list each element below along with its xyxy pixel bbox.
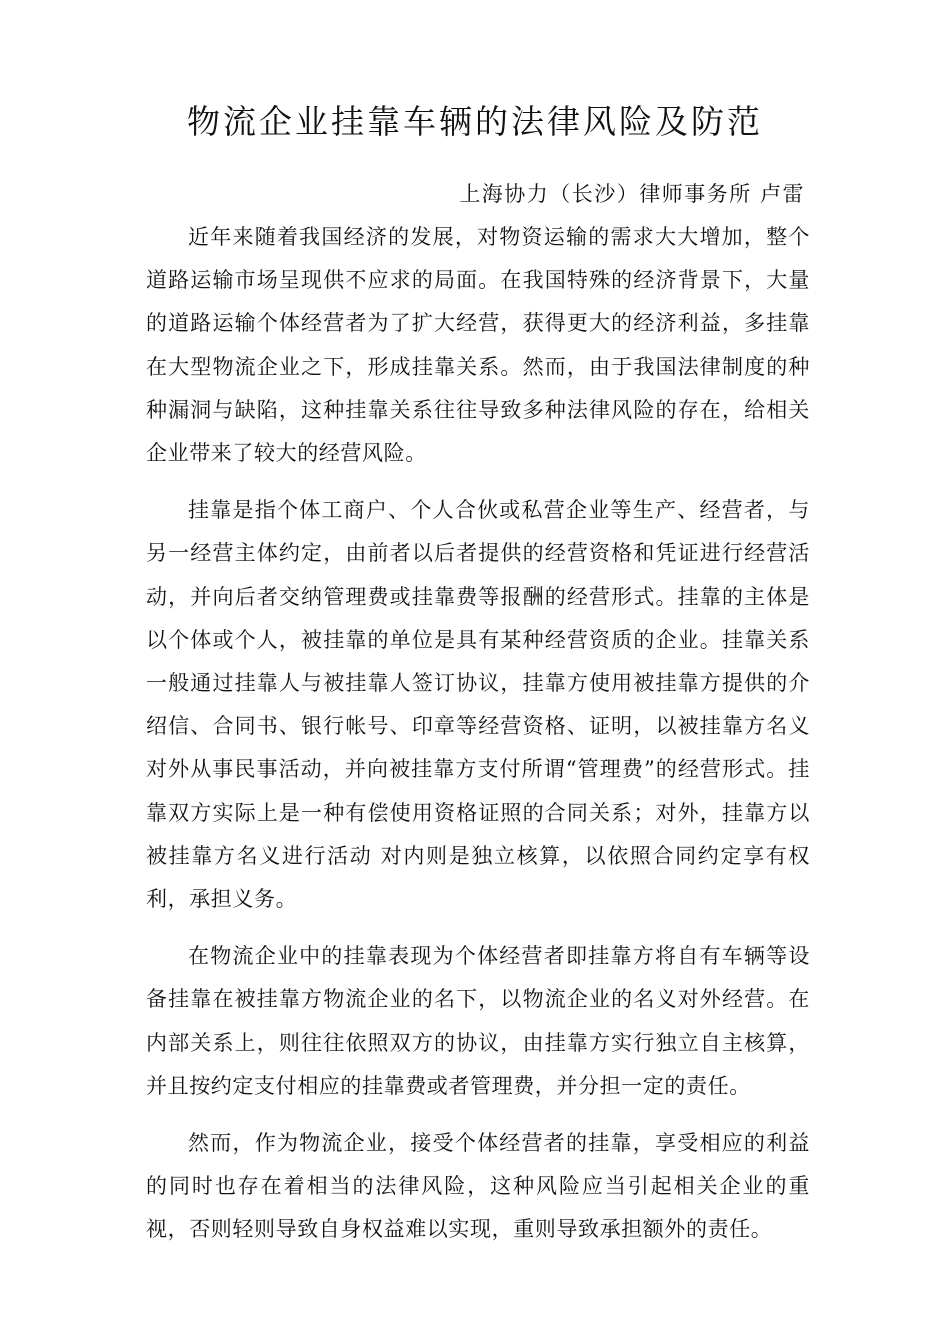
paragraph-1: 近年来随着我国经济的发展，对物资运输的需求大大增加，整个道路运输市场呈现供不应求的局面。在我国特殊的经济背景下，大量的道路运输个体经营者为了扩大经营，获得更大的经济利益，多挂靠在大型物流企业之下，形成挂靠关系。然而，由于我国法律制度的种种漏洞与缺陷，这种挂靠关系往往导致多种法律风险的存在，给相关企业带来了较大的经营风险。 [146, 225, 810, 466]
paragraph-4: 然而，作为物流企业，接受个体经营者的挂靠，享受相应的利益的同时也存在着相当的法律风险，这种风险应当引起相关企业的重视，否则轻则导致自身权益难以实现，重则导致承担额外的责任。 [146, 1131, 810, 1242]
author-line: 上海协力（长沙）律师事务所 卢雷 [459, 182, 805, 206]
paragraph-3: 在物流企业中的挂靠表现为个体经营者即挂靠方将自有车辆等设备挂靠在被挂靠方物流企业的名下，以物流企业的名义对外经营。在内部关系上，则往往依照双方的协议，由挂靠方实行独立自主核算，并且按约定支付相应的挂靠费或者管理费，并分担一定的责任。 [146, 944, 810, 1098]
paragraph-2: 挂靠是指个体工商户、个人合伙或私营企业等生产、经营者，与另一经营主体约定，由前者以后者提供的经营资格和凭证进行经营活动，并向后者交纳管理费或挂靠费等报酬的经营形式。挂靠的主体是以个体或个人，被挂靠的单位是具有某种经营资质的企业。挂靠关系一般通过挂靠人与被挂靠人签订协议，挂靠方使用被挂靠方提供的介绍信、合同书、银行帐号、印章等经营资格、证明，以被挂靠方名义对外从事民事活动，并向被挂靠方支付所谓“管理费”的经营形式。挂靠双方实际上是一种有偿使用资格证照的合同关系；对外，挂靠方以被挂靠方名义进行活动 对内则是独立核算，以依照合同约定享有权利，承担义务。 [146, 498, 810, 912]
document-title: 物流企业挂靠车辆的法律风险及防范 [187, 102, 763, 141]
document-body [146, 216, 810, 1252]
